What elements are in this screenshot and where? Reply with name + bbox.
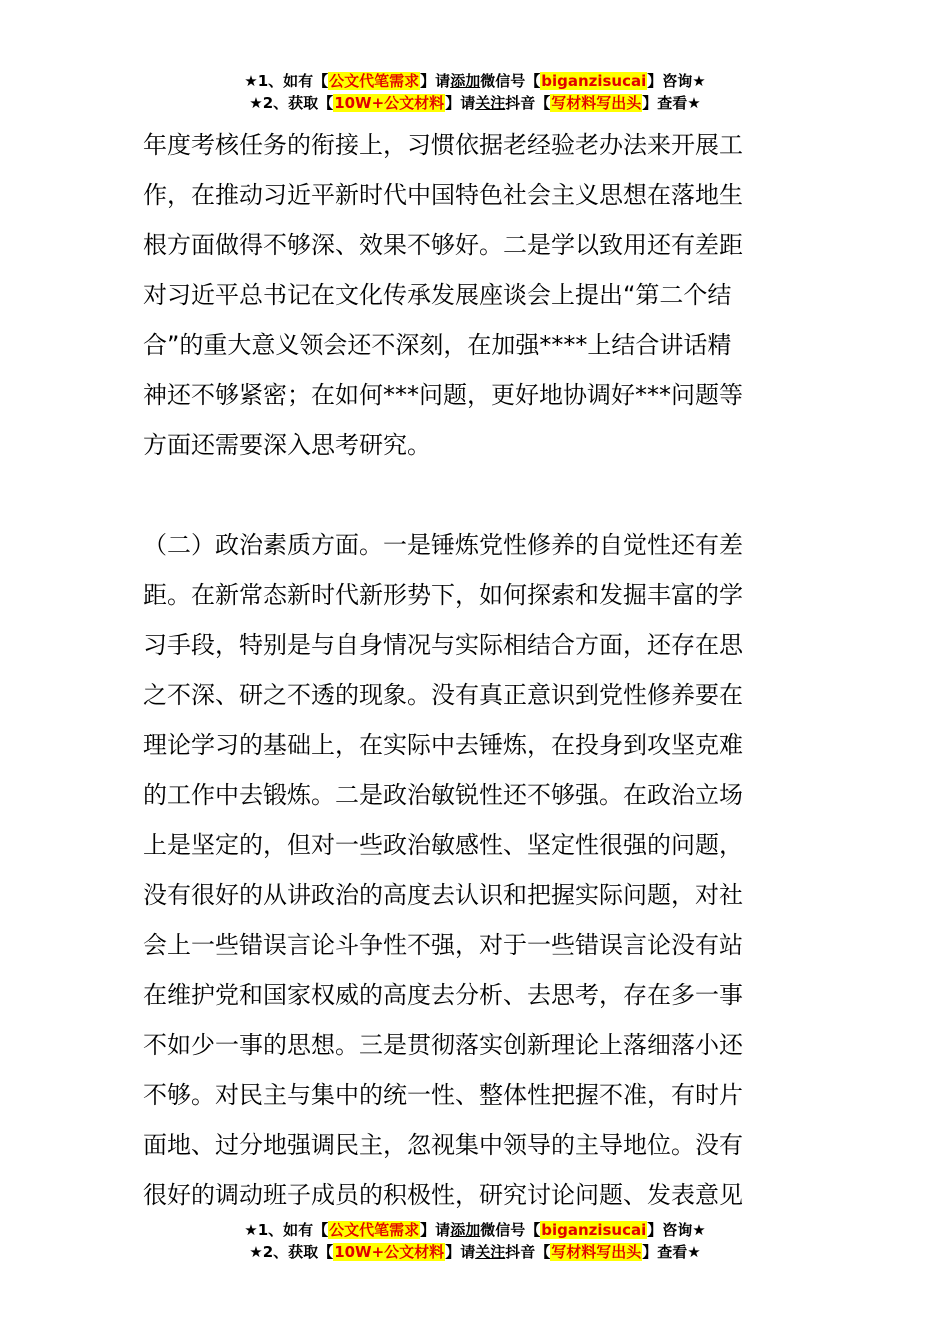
banner-1-highlight-service: 公文代笔需求 — [329, 1221, 420, 1239]
banner-1-suffix: 】咨询★ — [647, 1221, 706, 1239]
text-line: 理论学习的基础上，在实际中去锤炼，在投身到攻坚克难 — [143, 731, 743, 759]
text-line: 作，在推动习近平新时代中国特色社会主义思想在落地生 — [143, 181, 743, 209]
banner-2-highlight-douyin: 写材料写出头 — [551, 1243, 642, 1261]
text-line: 的工作中去锻炼。二是政治敏锐性还不够强。在政治立场 — [143, 781, 743, 809]
banner-1-highlight-wechat: biganzisucai — [541, 72, 647, 90]
banner-2-suffix: 】查看★ — [642, 1243, 701, 1261]
banner-2-mid: 】请 — [445, 1243, 476, 1261]
banner-line-2 — [0, 1241, 950, 1263]
banner-1-prefix: ★1、如有【 — [244, 72, 329, 90]
text-line: 年度考核任务的衔接上，习惯依据老经验老办法来开展工 — [143, 131, 743, 159]
text-line: 对习近平总书记在文化传承发展座谈会上提出“第二个结 — [143, 281, 732, 309]
footer-banner — [0, 1219, 950, 1263]
banner-2-highlight-douyin: 写材料写出头 — [551, 94, 642, 112]
banner-1-prefix: ★1、如有【 — [244, 1221, 329, 1239]
paragraph-2 — [143, 520, 815, 1220]
banner-1-highlight-service: 公文代笔需求 — [329, 72, 420, 90]
banner-1-mid2: 微信号【 — [480, 1221, 541, 1239]
text-line: 上是坚定的，但对一些政治敏感性、坚定性很强的问题， — [143, 831, 743, 859]
banner-2-underline: 关注 — [475, 94, 506, 112]
text-line: 根方面做得不够深、效果不够好。二是学以致用还有差距 — [143, 231, 743, 259]
banner-2-mid2: 抖音【 — [505, 94, 551, 112]
banner-2-underline: 关注 — [475, 1243, 506, 1261]
banner-1-mid: 】请 — [420, 72, 451, 90]
header-banner — [0, 70, 950, 114]
text-line: 合”的重大意义领会还不深刻，在加强****上结合讲话精 — [143, 331, 732, 359]
banner-1-underline: 添加 — [450, 1221, 481, 1239]
document-body — [143, 120, 815, 1220]
banner-1-mid2: 微信号【 — [480, 72, 541, 90]
banner-1-underline: 添加 — [450, 72, 481, 90]
text-line: 距。在新常态新时代新形势下，如何探索和发掘丰富的学 — [143, 581, 743, 609]
banner-2-highlight-materials: 10W+公文材料 — [334, 94, 445, 112]
banner-2-mid: 】请 — [445, 94, 476, 112]
text-line: 不如少一事的思想。三是贯彻落实创新理论上落细落小还 — [143, 1031, 743, 1059]
text-line: 会上一些错误言论斗争性不强，对于一些错误言论没有站 — [143, 931, 743, 959]
paragraph-1 — [143, 120, 815, 470]
banner-2-highlight-materials: 10W+公文材料 — [334, 1243, 445, 1261]
banner-2-suffix: 】查看★ — [642, 94, 701, 112]
text-line: 不够。对民主与集中的统一性、整体性把握不准，有时片 — [143, 1081, 743, 1109]
text-line: 在维护党和国家权威的高度去分析、去思考，存在多一事 — [143, 981, 743, 1009]
text-line: 面地、过分地强调民主，忽视集中领导的主导地位。没有 — [143, 1131, 743, 1159]
banner-line-1 — [0, 1219, 950, 1241]
paragraph-gap — [143, 470, 815, 520]
banner-line-1 — [0, 70, 950, 92]
text-line: 神还不够紧密；在如何***问题，更好地协调好***问题等 — [143, 381, 743, 409]
text-line: 之不深、研之不透的现象。没有真正意识到党性修养要在 — [143, 681, 743, 709]
text-line: 习手段，特别是与自身情况与实际相结合方面，还存在思 — [143, 631, 743, 659]
banner-2-prefix: ★2、获取【 — [249, 94, 334, 112]
banner-2-prefix: ★2、获取【 — [249, 1243, 334, 1261]
text-line: 很好的调动班子成员的积极性，研究讨论问题、发表意见 — [143, 1181, 743, 1209]
banner-line-2 — [0, 92, 950, 114]
banner-2-mid2: 抖音【 — [505, 1243, 551, 1261]
text-line: 没有很好的从讲政治的高度去认识和把握实际问题，对社 — [143, 881, 743, 909]
text-line: （二）政治素质方面。一是锤炼党性修养的自觉性还有差 — [143, 531, 743, 559]
text-line: 方面还需要深入思考研究。 — [143, 431, 431, 459]
banner-1-mid: 】请 — [420, 1221, 451, 1239]
banner-1-suffix: 】咨询★ — [647, 72, 706, 90]
banner-1-highlight-wechat: biganzisucai — [541, 1221, 647, 1239]
